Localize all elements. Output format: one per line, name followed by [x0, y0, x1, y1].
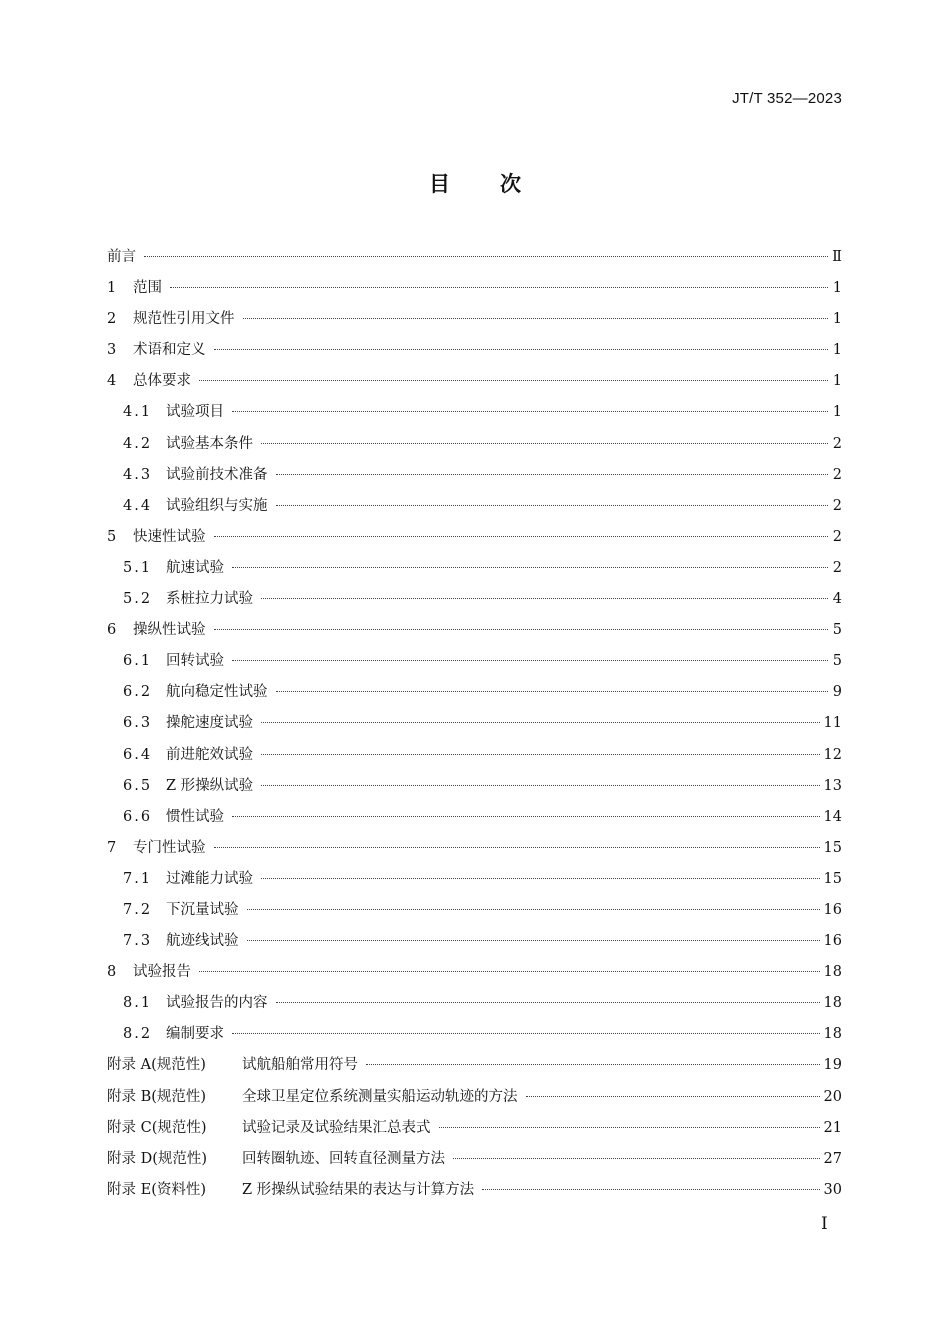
toc-entry-label: 下沉量试验 [166, 901, 239, 918]
toc-entry-number: 7.3 [123, 933, 153, 950]
toc-entry-label: 编制要求 [166, 1026, 224, 1043]
toc-entry-page: 18 [823, 964, 842, 981]
dot-leader [276, 474, 829, 475]
toc-entry-number: 4.3 [123, 466, 153, 483]
toc-entry-page: 30 [823, 1181, 842, 1198]
toc-entry-label: 试验前技术准备 [166, 466, 268, 483]
dot-leader [214, 349, 829, 350]
dot-leader [232, 1033, 820, 1034]
toc-entry-page: 16 [823, 901, 842, 918]
toc-entry-number: 7.1 [123, 870, 153, 887]
toc-entry-page: 19 [823, 1057, 842, 1074]
toc-entry-number: 1 [107, 280, 117, 297]
dot-leader [232, 816, 820, 817]
dot-leader [232, 567, 828, 568]
dot-leader [247, 940, 820, 941]
toc-entry-number: 3 [107, 342, 117, 359]
toc-entry[interactable] [107, 397, 842, 428]
toc-entry[interactable] [107, 1113, 842, 1144]
toc-entry-page: 5 [832, 622, 842, 639]
toc-entry-label: 回转圈轨迹、回转直径测量方法 [242, 1150, 445, 1167]
toc-entry-label: 航向稳定性试验 [166, 684, 268, 701]
toc-entry-label: 术语和定义 [133, 342, 206, 359]
dot-leader [366, 1064, 820, 1065]
toc-entry-label: 范围 [133, 280, 162, 297]
toc-appendix-prefix: 附录 E(资料性) [107, 1181, 207, 1198]
toc-entry-number: 8 [107, 964, 117, 981]
dot-leader [261, 754, 820, 755]
dot-leader [276, 1002, 820, 1003]
toc-entry-label: 总体要求 [133, 373, 191, 390]
toc-entry-number: 8.2 [123, 1026, 153, 1043]
toc-entry-page: 2 [832, 466, 842, 483]
page-number: Ⅰ [821, 1214, 828, 1234]
toc-entry-page: 1 [832, 280, 842, 297]
toc-entry-label: 试验报告的内容 [166, 995, 268, 1012]
dot-leader [247, 909, 820, 910]
toc-entry-page: 20 [823, 1088, 842, 1105]
toc-entry-label: 全球卫星定位系统测量实船运动轨迹的方法 [242, 1088, 518, 1105]
toc-entry-label: Z 形操纵试验结果的表达与计算方法 [242, 1181, 475, 1198]
toc-entry-label: 规范性引用文件 [133, 311, 235, 328]
toc-entry[interactable] [107, 335, 842, 366]
toc-entry[interactable] [107, 677, 842, 708]
toc-entry-page: 9 [832, 684, 842, 701]
toc-entry[interactable] [107, 646, 842, 677]
toc-entry-label: 航速试验 [166, 559, 224, 576]
toc-entry[interactable] [107, 833, 842, 864]
toc-entry[interactable] [107, 895, 842, 926]
toc-entry-page: 2 [832, 528, 842, 545]
toc-entry[interactable] [107, 273, 842, 304]
toc-entry-label: 惯性试验 [166, 808, 224, 825]
toc-entry-number: 4.1 [123, 404, 153, 421]
toc-entry-number: 6.3 [123, 715, 153, 732]
toc-entry-page: 18 [823, 995, 842, 1012]
toc-entry-number: 5.1 [123, 559, 153, 576]
toc-entry[interactable] [107, 957, 842, 988]
toc-entry[interactable] [107, 429, 842, 460]
toc-entry-page: 27 [823, 1150, 842, 1167]
toc-entry-page: 1 [832, 404, 842, 421]
toc-entry-page: 1 [832, 342, 842, 359]
toc-entry[interactable] [107, 1050, 842, 1081]
dot-leader [261, 722, 820, 723]
toc-entry-page: 21 [823, 1119, 842, 1136]
dot-leader [214, 629, 829, 630]
dot-leader [170, 287, 828, 288]
toc-entry-page: Ⅱ [832, 249, 842, 265]
toc-entry-number: 4 [107, 373, 117, 390]
table-of-contents [107, 242, 842, 1206]
dot-leader [439, 1127, 820, 1128]
toc-entry-number: 6.6 [123, 808, 153, 825]
toc-entry-label: 试验记录及试验结果汇总表式 [242, 1119, 431, 1136]
toc-appendix-prefix: 附录 D(规范性) [107, 1150, 208, 1167]
toc-entry-number: 6 [107, 622, 117, 639]
toc-entry[interactable] [107, 615, 842, 646]
toc-entry-number: 5.2 [123, 591, 153, 608]
dot-leader [276, 505, 829, 506]
toc-entry[interactable] [107, 864, 842, 895]
dot-leader [261, 598, 828, 599]
toc-entry[interactable] [107, 802, 842, 833]
toc-entry-number: 7.2 [123, 901, 153, 918]
toc-entry[interactable] [107, 1144, 842, 1175]
toc-entry-number: 6.5 [123, 777, 153, 794]
toc-entry[interactable] [107, 584, 842, 615]
dot-leader [453, 1158, 820, 1159]
toc-entry-label: 试验基本条件 [166, 435, 253, 452]
toc-entry-page: 15 [823, 870, 842, 887]
toc-entry-number: 6.2 [123, 684, 153, 701]
toc-entry-page: 12 [823, 746, 842, 763]
toc-entry[interactable] [107, 1175, 842, 1206]
toc-entry-page: 2 [832, 435, 842, 452]
toc-entry-number: 4.4 [123, 497, 153, 514]
toc-entry[interactable] [107, 522, 842, 553]
toc-entry-page: 5 [832, 653, 842, 670]
dot-leader [261, 878, 820, 879]
toc-entry[interactable] [107, 740, 842, 771]
toc-entry-page: 16 [823, 933, 842, 950]
toc-entry-label: Z 形操纵试验 [166, 777, 254, 794]
toc-entry-label: 试航船舶常用符号 [242, 1057, 358, 1074]
toc-entry-page: 1 [832, 311, 842, 328]
toc-entry-label: 试验报告 [133, 964, 191, 981]
dot-leader [199, 380, 828, 381]
dot-leader [214, 536, 829, 537]
page-title: 目次 [429, 172, 571, 196]
toc-appendix-prefix: 附录 A(规范性) [107, 1057, 206, 1074]
toc-entry[interactable] [107, 366, 842, 397]
toc-entry-page: 15 [823, 839, 842, 856]
dot-leader [214, 847, 820, 848]
dot-leader [482, 1189, 819, 1190]
toc-entry-number: 2 [107, 311, 117, 328]
toc-entry-page: 18 [823, 1026, 842, 1043]
toc-entry-page: 1 [832, 373, 842, 390]
toc-appendix-prefix: 附录 C(规范性) [107, 1119, 207, 1136]
toc-entry-number: 8.1 [123, 995, 153, 1012]
toc-entry-label: 系桩拉力试验 [166, 591, 253, 608]
toc-entry[interactable] [107, 491, 842, 522]
dot-leader [261, 443, 828, 444]
toc-entry-label: 专门性试验 [133, 839, 206, 856]
toc-entry[interactable] [107, 553, 842, 584]
dot-leader [243, 318, 829, 319]
standard-code: JT/T 352—2023 [732, 90, 842, 107]
toc-entry[interactable] [107, 304, 842, 335]
toc-entry[interactable] [107, 708, 842, 739]
toc-entry-number: 4.2 [123, 435, 153, 452]
toc-entry[interactable] [107, 460, 842, 491]
toc-entry-page: 13 [823, 777, 842, 794]
dot-leader [276, 691, 829, 692]
toc-entry-number: 7 [107, 839, 117, 856]
toc-entry-label: 快速性试验 [133, 528, 206, 545]
toc-entry-page: 2 [832, 559, 842, 576]
toc-entry[interactable] [107, 988, 842, 1019]
dot-leader [526, 1096, 820, 1097]
toc-entry-number: 6.4 [123, 746, 153, 763]
toc-entry-number: 5 [107, 528, 117, 545]
toc-entry-label: 回转试验 [166, 653, 224, 670]
toc-entry[interactable] [107, 242, 842, 273]
toc-entry-label: 操纵性试验 [133, 622, 206, 639]
dot-leader [232, 411, 828, 412]
toc-entry-label: 操舵速度试验 [166, 715, 253, 732]
dot-leader [261, 785, 819, 786]
toc-entry-number: 6.1 [123, 653, 153, 670]
toc-entry-label: 前进舵效试验 [166, 746, 253, 763]
toc-entry-page: 14 [823, 808, 842, 825]
dot-leader [199, 971, 820, 972]
toc-appendix-prefix: 附录 B(规范性) [107, 1088, 207, 1105]
toc-entry-label: 试验组织与实施 [166, 497, 268, 514]
toc-entry-page: 2 [832, 497, 842, 514]
toc-entry-label: 前言 [107, 249, 136, 265]
toc-entry[interactable] [107, 926, 842, 957]
toc-entry[interactable] [107, 1019, 842, 1050]
toc-entry-label: 试验项目 [166, 404, 224, 421]
toc-entry-page: 4 [832, 591, 842, 608]
toc-entry-label: 航迹线试验 [166, 933, 239, 950]
dot-leader [144, 256, 828, 257]
dot-leader [232, 660, 828, 661]
toc-entry-label: 过滩能力试验 [166, 870, 253, 887]
toc-entry[interactable] [107, 1082, 842, 1113]
toc-entry-page: 11 [823, 715, 842, 732]
toc-entry[interactable] [107, 771, 842, 802]
